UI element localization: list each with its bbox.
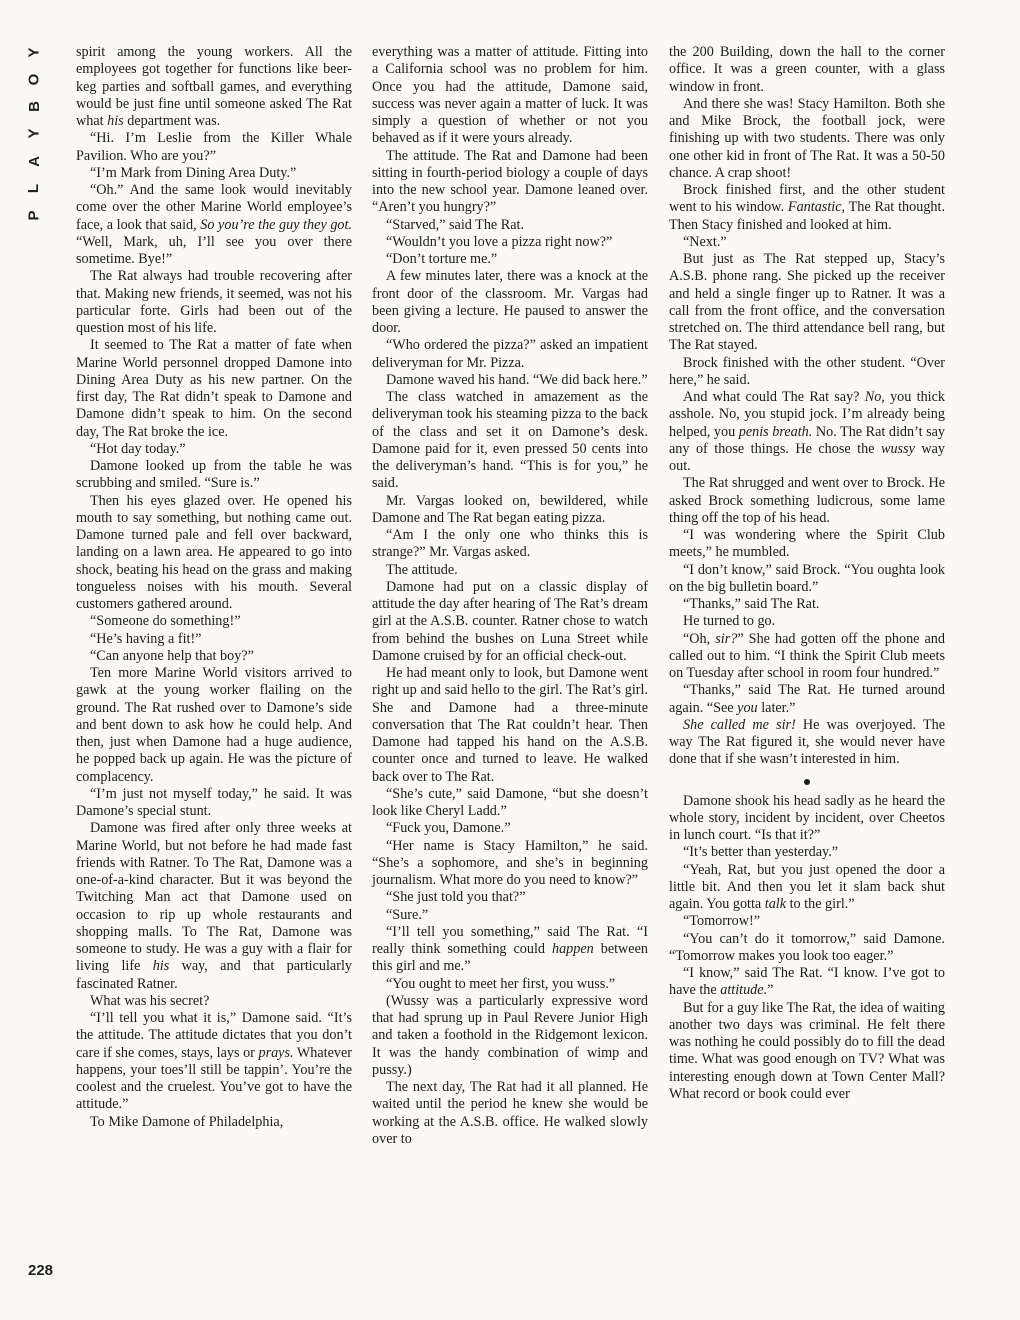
article-paragraph: “I was wondering where the Spirit Club meets,” he mumbled. [669,527,945,561]
article-paragraph: “I’ll tell you something,” said The Rat. “I really think something could happen between this girl and me.” [372,923,648,975]
article-paragraph: To Mike Damone of Philadelphia, [90,1113,284,1130]
spine-letter: P [25,210,43,221]
article-paragraph: “I’ll tell you what it is,” Damone said. “It’s the attitude. The attitude dictates that you don’t care if she comes, stays, lays or prays. Whatever happens, your toes’ll still be tappin’. You’re the coolest and the cruelest. You’ve got to have the attitude.” [76,1010,352,1113]
article-paragraph: Brock finished first, and the other student went to his window. Fantastic, The Rat thought. Then Stacy finished and looked at him. [669,182,945,233]
article-paragraph: “Hi. I’m Leslie from the Killer Whale Pavilion. Who are you?” [76,130,352,164]
article-paragraph: “She’s cute,” said Damone, “but she doesn’t look like Cheryl Ladd.” [372,785,648,819]
article-paragraph: But just as The Rat stepped up, Stacy’s A.S.B. phone rang. She picked up the receiver and held a single finger up to Ratner. It was a call from the front office, and the conversation stretched on. The third attendance bell rang, but The Rat stayed. [669,251,945,354]
spine-letter: Y [25,47,43,58]
article-paragraph: “I’m Mark from Dining Area Duty.” [90,164,297,181]
article-paragraph: A few minutes later, there was a knock at the front door of the classroom. Mr. Vargas had been giving a lecture. He paused to answer the door. [372,268,648,336]
article-paragraph: “Wouldn’t you love a pizza right now?” [386,233,613,250]
article-paragraph: What was his secret? [90,992,210,1009]
article-paragraph: everything was a matter of attitude. Fitting into a California school was no problem for him. Once you had the attitude, Damone said, success was never again a matter of luck. It was simply a question of whether or not you behaved as if it were yours already. [372,44,648,147]
article-paragraph: The next day, The Rat had it all planned. He waited until the period he knew she would be working at the A.S.B. office. He walked slowly over to [372,1079,648,1147]
article-paragraph: The Rat always had trouble recovering after that. Making new friends, it seemed, was not his particular forte. Girls had been out of the question most of his life. [76,268,352,336]
article-paragraph: Damone had put on a classic display of attitude the day after hearing of The Rat’s dream girl at the A.S.B. counter. Ratner chose to watch from behind the bushes on Luna Street while Damone cruised by for an official check-out. [372,578,648,664]
article-paragraph: Damone looked up from the table he was scrubbing and smiled. “Sure is.” [76,458,352,492]
article-paragraph: And what could The Rat say? No, you thick asshole. No, you stupid jock. I’m already being helped, you penis breath. No. The Rat didn’t say any of those things. He chose the wussy way out. [669,389,945,474]
article-paragraph: “Oh.” And the same look would inevitably come over the other Marine World employee’s face, a look that said, So you’re the guy they got. “Well, Mark, uh, I’ll see you over there sometime. Bye!” [76,182,353,267]
article-paragraph: She called me sir! He was overjoyed. The way The Rat figured it, she would never have done that if she wasn’t interested in him. [669,716,945,768]
spine-letter: B [25,101,43,113]
article-paragraph: “Sure.” [386,906,429,923]
article-paragraph: “Don’t torture me.” [386,251,498,267]
article-paragraph: “You can’t do it tomorrow,” said Damone. “Tomorrow makes you look too eager.” [669,930,945,964]
article-paragraph: (Wussy was a particularly expressive word that had sprung up in Paul Revere Junior High and taken a foothold in the Ridgemont lexicon. It was the handy combination of wimp and pussy.) [372,992,648,1078]
article-paragraph: Brock finished with the other student. “Over here,” he said. [669,354,945,388]
article-paragraph: “Thanks,” said The Rat. He turned around again. “See you later.” [669,682,945,716]
article-paragraph: “Starved,” said The Rat. [386,216,525,233]
spine-letter: A [25,155,43,167]
article-paragraph: “You ought to meet her first, you wuss.” [386,975,616,992]
spine-letter: L [25,183,43,193]
article-paragraph: “I don’t know,” said Brock. “You oughta look on the big bulletin board.” [669,561,945,595]
article-paragraph: The attitude. [386,561,458,578]
article-paragraph: The Rat shrugged and went over to Brock. He asked Brock something ludicrous, some lame thing off the top of his head. [669,475,945,526]
article-paragraph: “Who ordered the pizza?” asked an impatient deliveryman for Mr. Pizza. [372,337,648,371]
article-paragraph: “Fuck you, Damone.” [386,820,511,837]
magazine-spine-title [24,44,44,224]
article-paragraph: He turned to go. [683,613,776,630]
article-paragraph: “She just told you that?” [386,889,526,906]
article-paragraph: “I know,” said The Rat. “I know. I’ve got to have the attitude.” [669,965,945,999]
article-paragraph: “Her name is Stacy Hamilton,” he said. “She’s a sophomore, and she’s in beginning journalism. What more do you need to know?” [372,837,648,888]
article-paragraph: “Yeah, Rat, but you just opened the door a little bit. And then you let it slam back shut again. You gotta talk to the girl.” [669,861,945,912]
article-paragraph: Damone shook his head sadly as he heard the whole story, incident by incident, over Cheetos in lunch court. “Is that it?” [669,792,945,843]
article-paragraph: the 200 Building, down the hall to the corner office. It was a green counter, with a glass window in front. [669,44,945,95]
article-paragraph: “Next.” [683,233,727,250]
text-column-3 [669,44,945,1103]
article-paragraph: Damone was fired after only three weeks at Marine World, but not before he had made fast friends with Ratner. To The Rat, Damone was a one-of-a-kind character. But it was beyond the Twitching Man act that Damone used on occasion to rip up whole restaurants and shopping malls. To The Rat, Damone was someone to study. He was a guy with a flair for living life his way, and that particularly fascinated Ratner. [76,820,352,992]
article-paragraph: “Hot day today.” [90,440,186,457]
text-column-1 [76,44,352,1131]
article-paragraph: But for a guy like The Rat, the idea of waiting another two days was criminal. He felt there was nothing he could possibly do to fill the dead time. What was good enough on TV? What was interesting enough down at Town Center Mall? What record or book could ever [669,999,945,1102]
article-paragraph: “Tomorrow!” [683,913,761,930]
article-paragraph: “Am I the only one who thinks this is strange?” Mr. Vargas asked. [372,527,648,561]
section-break-dot [804,779,810,785]
article-paragraph: “Oh, sir?” She had gotten off the phone and called out to him. “I think the Spirit Club meets on Tuesday after school in room four hundred.” [669,630,945,681]
article-paragraph: “I’m just not myself today,” he said. It was Damone’s special stunt. [76,785,352,819]
page-number: 228 [28,1262,54,1279]
article-paragraph: He had meant only to look, but Damone went right up and said hello to the girl. The Rat’s girl. She and Damone had a three-minute conversation that The Rat couldn’t hear. Then Damone had tapped his hand on the A.S.B. counter once and turned to leave. He walked back over to The Rat. [372,665,648,785]
spine-letter: O [25,73,43,86]
spine-letter: Y [25,128,43,139]
article-paragraph: The class watched in amazement as the deliveryman took his steaming pizza to the back of the class and set it on Damone’s desk. Damone paid for it, even pressed 50 cents into the deliveryman’s hand. “This is for you,” he said. [372,389,648,492]
article-paragraph: “Can anyone help that boy?” [90,647,254,664]
article-paragraph: “He’s having a fit!” [90,630,202,647]
article-paragraph: “Someone do something!” [90,613,241,630]
article-paragraph: Damone waved his hand. “We did back here.” [386,371,648,388]
article-paragraph: The attitude. The Rat and Damone had been sitting in fourth-period biology a couple of days into the new school year. Damone leaned over. “Aren’t you hungry?” [372,147,648,216]
article-paragraph: Mr. Vargas looked on, bewildered, while Damone and The Rat began eating pizza. [372,492,648,526]
article-paragraph: And there she was! Stacy Hamilton. Both she and Mike Brock, the football jock, were finishing up with two students. There was only one other kid in front of The Rat. It was a 50-50 chance. A crap shoot! [669,95,945,181]
article-paragraph: Ten more Marine World visitors arrived to gawk at the young worker flailing on the ground. The Rat rushed over to Damone’s side and bent down to ask how he could help. And then, just when Damone had a huge audience, he popped back up again. He was the picture of complacency. [76,665,352,785]
article-paragraph: “It’s better than yesterday.” [683,844,839,861]
article-paragraph: “Thanks,” said The Rat. [683,596,820,612]
article-paragraph: Then his eyes glazed over. He opened his mouth to say something, but nothing came out. Damone turned pale and fell over backward, landing on a lawn area. He appeared to go into shock, beating his head on the grass and making tongueless noises with his mouth. Several customers gathered around. [76,492,352,612]
text-column-2 [372,44,648,1148]
article-paragraph: spirit among the young workers. All the employees got together for functions like beer-keg parties and softball games, and everything would be just fine until someone asked The Rat what his department was. [76,44,352,129]
article-paragraph: It seemed to The Rat a matter of fate when Marine World personnel dropped Damone into Dining Area Duty as his new partner. On the first day, The Rat didn’t speak to Damone and Damone didn’t speak to him. On the second day, The Rat broke the ice. [76,337,352,440]
